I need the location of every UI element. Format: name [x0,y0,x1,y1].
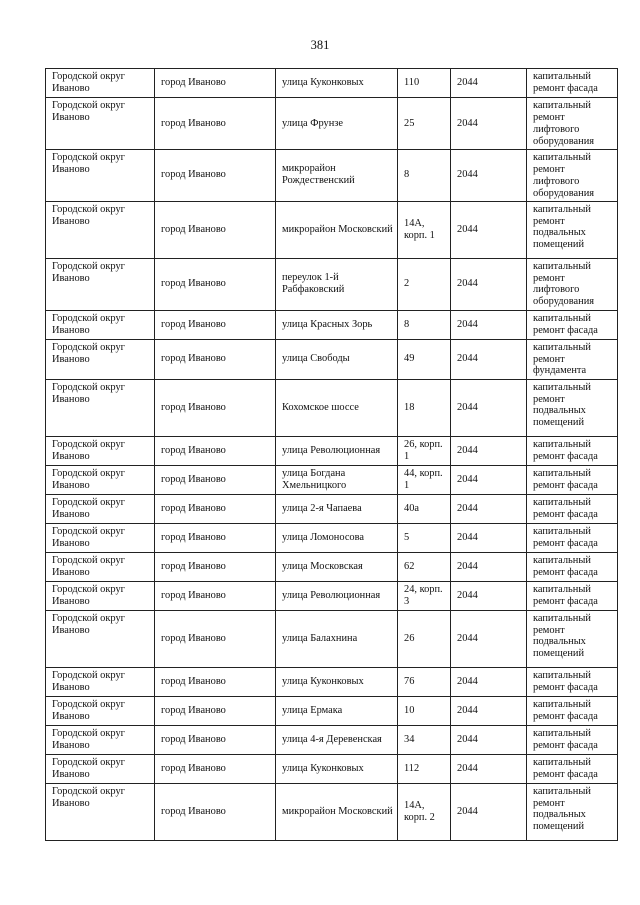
house-cell: 26 [398,610,451,667]
municipality-cell: Городской округ Иваново [46,494,155,523]
street-cell: улица Ермака [276,696,398,725]
table-row [46,379,618,436]
locality-cell: город Иваново [155,610,276,667]
locality-cell: город Иваново [155,523,276,552]
street-cell: улица Богдана Хмельницкого [276,465,398,494]
year-cell: 2044 [451,379,527,436]
table-row [46,258,618,310]
table-body [46,69,618,841]
year-cell: 2044 [451,201,527,258]
work-type-cell: капитальный ремонт фасада [527,696,618,725]
street-cell: улица Революционная [276,436,398,465]
year-cell: 2044 [451,667,527,696]
municipality-cell: Городской округ Иваново [46,339,155,379]
year-cell: 2044 [451,552,527,581]
house-cell: 5 [398,523,451,552]
work-type-cell: капитальный ремонт фасада [527,552,618,581]
locality-cell: город Иваново [155,465,276,494]
work-type-cell: капитальный ремонт подвальных помещений [527,610,618,667]
locality-cell: город Иваново [155,494,276,523]
year-cell: 2044 [451,150,527,202]
table-row [46,201,618,258]
work-type-cell: капитальный ремонт фасада [527,754,618,783]
street-cell: улица Красных Зорь [276,310,398,339]
locality-cell: город Иваново [155,201,276,258]
work-type-cell: капитальный ремонт фасада [527,581,618,610]
work-type-cell: капитальный ремонт подвальных помещений [527,379,618,436]
table-row [46,150,618,202]
locality-cell: город Иваново [155,310,276,339]
house-cell: 62 [398,552,451,581]
street-cell: улица Московская [276,552,398,581]
street-cell: улица Балахнина [276,610,398,667]
municipality-cell: Городской округ Иваново [46,552,155,581]
locality-cell: город Иваново [155,379,276,436]
street-cell: Кохомское шоссе [276,379,398,436]
table-row [46,98,618,150]
table-row [46,310,618,339]
house-cell: 24, корп. 3 [398,581,451,610]
street-cell: улица 4-я Деревенская [276,725,398,754]
table-row [46,725,618,754]
locality-cell: город Иваново [155,754,276,783]
locality-cell: город Иваново [155,69,276,98]
locality-cell: город Иваново [155,258,276,310]
locality-cell: город Иваново [155,552,276,581]
street-cell: микрорайон Рождественский [276,150,398,202]
table-row [46,339,618,379]
year-cell: 2044 [451,258,527,310]
year-cell: 2044 [451,783,527,840]
year-cell: 2044 [451,494,527,523]
repair-schedule-table [45,68,618,841]
locality-cell: город Иваново [155,667,276,696]
house-cell: 110 [398,69,451,98]
work-type-cell: капитальный ремонт фасада [527,725,618,754]
work-type-cell: капитальный ремонт фасада [527,310,618,339]
table-row [46,754,618,783]
house-cell: 14А, корп. 2 [398,783,451,840]
table-row [46,783,618,840]
work-type-cell: капитальный ремонт подвальных помещений [527,201,618,258]
municipality-cell: Городской округ Иваново [46,258,155,310]
year-cell: 2044 [451,725,527,754]
work-type-cell: капитальный ремонт фасада [527,667,618,696]
street-cell: микрорайон Московский [276,783,398,840]
work-type-cell: капитальный ремонт лифтового оборудования [527,98,618,150]
house-cell: 10 [398,696,451,725]
municipality-cell: Городской округ Иваново [46,69,155,98]
work-type-cell: капитальный ремонт фундамента [527,339,618,379]
house-cell: 44, корп. 1 [398,465,451,494]
street-cell: улица Куконковых [276,69,398,98]
locality-cell: город Иваново [155,783,276,840]
work-type-cell: капитальный ремонт фасада [527,69,618,98]
work-type-cell: капитальный ремонт фасада [527,523,618,552]
year-cell: 2044 [451,436,527,465]
municipality-cell: Городской округ Иваново [46,754,155,783]
house-cell: 40а [398,494,451,523]
table-row [46,436,618,465]
work-type-cell: капитальный ремонт фасада [527,436,618,465]
table-row [46,581,618,610]
locality-cell: город Иваново [155,436,276,465]
municipality-cell: Городской округ Иваново [46,310,155,339]
street-cell: улица Ломоносова [276,523,398,552]
locality-cell: город Иваново [155,98,276,150]
work-type-cell: капитальный ремонт лифтового оборудования [527,258,618,310]
table-row [46,667,618,696]
table-row [46,523,618,552]
municipality-cell: Городской округ Иваново [46,436,155,465]
table-row [46,696,618,725]
house-cell: 8 [398,150,451,202]
municipality-cell: Городской округ Иваново [46,201,155,258]
house-cell: 2 [398,258,451,310]
year-cell: 2044 [451,98,527,150]
locality-cell: город Иваново [155,339,276,379]
house-cell: 25 [398,98,451,150]
table-row [46,465,618,494]
work-type-cell: капитальный ремонт фасада [527,494,618,523]
table-row [46,69,618,98]
street-cell: улица Куконковых [276,667,398,696]
table-row [46,494,618,523]
work-type-cell: капитальный ремонт подвальных помещений [527,783,618,840]
municipality-cell: Городской округ Иваново [46,783,155,840]
house-cell: 49 [398,339,451,379]
year-cell: 2044 [451,754,527,783]
locality-cell: город Иваново [155,696,276,725]
work-type-cell: капитальный ремонт лифтового оборудования [527,150,618,202]
house-cell: 76 [398,667,451,696]
street-cell: переулок 1-й Рабфаковский [276,258,398,310]
house-cell: 8 [398,310,451,339]
street-cell: микрорайон Московский [276,201,398,258]
year-cell: 2044 [451,69,527,98]
street-cell: улица Куконковых [276,754,398,783]
year-cell: 2044 [451,339,527,379]
locality-cell: город Иваново [155,150,276,202]
street-cell: улица Фрунзе [276,98,398,150]
street-cell: улица Свободы [276,339,398,379]
year-cell: 2044 [451,523,527,552]
street-cell: улица Революционная [276,581,398,610]
municipality-cell: Городской округ Иваново [46,379,155,436]
house-cell: 14А, корп. 1 [398,201,451,258]
municipality-cell: Городской округ Иваново [46,523,155,552]
municipality-cell: Городской округ Иваново [46,465,155,494]
year-cell: 2044 [451,610,527,667]
year-cell: 2044 [451,581,527,610]
house-cell: 112 [398,754,451,783]
municipality-cell: Городской округ Иваново [46,150,155,202]
municipality-cell: Городской округ Иваново [46,610,155,667]
table-row [46,610,618,667]
year-cell: 2044 [451,696,527,725]
year-cell: 2044 [451,465,527,494]
house-cell: 26, корп. 1 [398,436,451,465]
municipality-cell: Городской округ Иваново [46,581,155,610]
year-cell: 2044 [451,310,527,339]
house-cell: 18 [398,379,451,436]
street-cell: улица 2-я Чапаева [276,494,398,523]
work-type-cell: капитальный ремонт фасада [527,465,618,494]
locality-cell: город Иваново [155,581,276,610]
municipality-cell: Городской округ Иваново [46,667,155,696]
table-row [46,552,618,581]
municipality-cell: Городской округ Иваново [46,696,155,725]
house-cell: 34 [398,725,451,754]
municipality-cell: Городской округ Иваново [46,725,155,754]
locality-cell: город Иваново [155,725,276,754]
municipality-cell: Городской округ Иваново [46,98,155,150]
page-number: 381 [310,38,330,52]
